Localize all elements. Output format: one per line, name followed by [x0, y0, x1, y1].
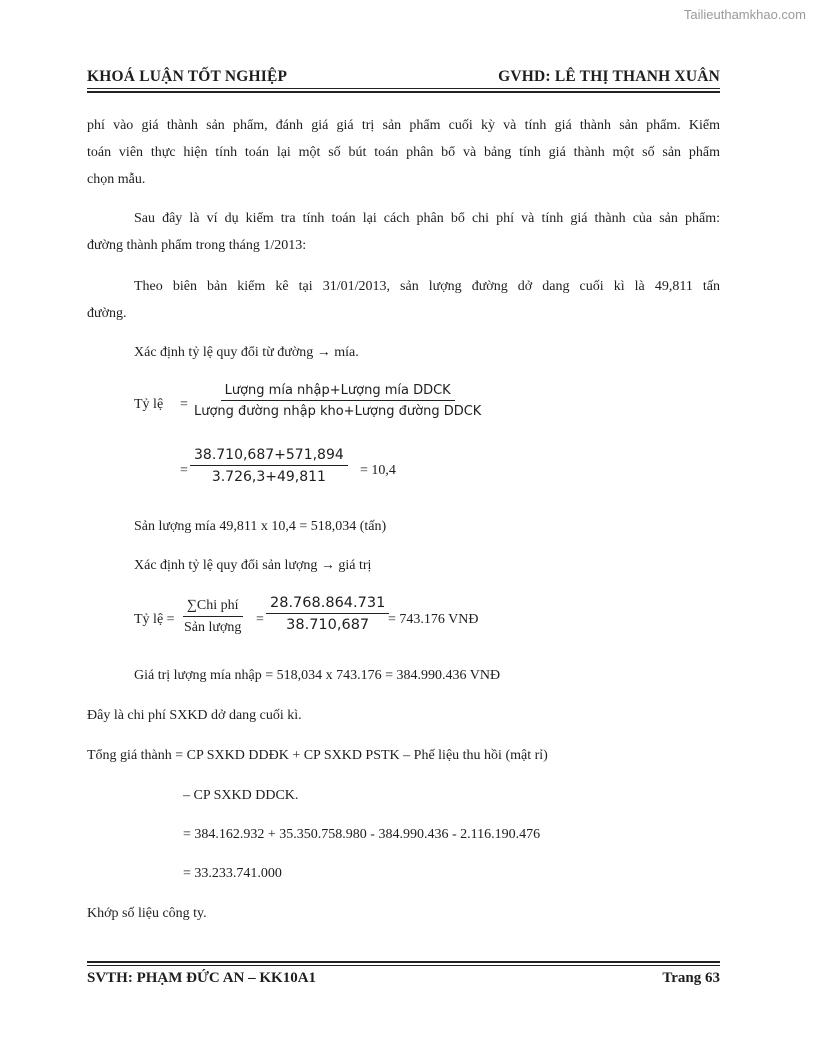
formula3-fraction2 [266, 595, 389, 633]
formula2-fraction [190, 447, 348, 485]
formula1-fraction [190, 383, 485, 419]
page-footer [87, 970, 720, 987]
footer-student: SVTH: PHẠM ĐỨC AN – KK10A1 [87, 970, 317, 986]
formula3-denominator2: 38.710,687 [286, 617, 370, 633]
header-rule-thick [87, 91, 720, 93]
formula3-result: = 743.176 VNĐ [388, 612, 479, 627]
step2-title: Xác định tỷ lệ quy đổi sản lượng → giá trị [134, 558, 372, 573]
wip-line: Đây là chi phí SXKD dở dang cuối kì. [87, 708, 302, 723]
formula2-result: = 10,4 [360, 463, 396, 478]
total-line1: Tổng giá thành = CP SXKD DDĐK + CP SXKD PSTK – Phế liệu thu hồi (mật rỉ) [87, 748, 548, 763]
header-rule [87, 88, 720, 89]
para1-line2: toán viên thực hiện tính toán lại một số bút toán phân bổ và bảng tính giá thành một số sản phẩm [87, 145, 720, 160]
para2-line2: đường thành phẩm trong tháng 1/2013: [87, 238, 307, 253]
formula3-numerator1: ∑Chi phí [183, 598, 243, 617]
formula1-label: Tỷ lệ [134, 397, 164, 412]
para1-line1: phí vào giá thành sản phẩm, đánh giá giá trị sản phẩm cuối kỳ và tính giá thành sản phẩm. Kiểm [87, 118, 720, 133]
formula1-numerator: Lượng mía nhập+Lượng mía DDCK [221, 383, 455, 401]
total-line4: = 33.233.741.000 [183, 866, 282, 881]
footer-rule-thick [87, 961, 720, 963]
formula3-label: Tỷ lệ = [134, 612, 175, 627]
value-line: Giá trị lượng mía nhập = 518,034 x 743.176 = 384.990.436 VNĐ [134, 668, 501, 683]
formula2-denominator: 3.726,3+49,811 [211, 469, 326, 485]
watermark: Tailieuthamkhao.com [683, 7, 806, 22]
formula3-fraction1 [180, 598, 245, 636]
formula1-equals: = [180, 397, 188, 412]
step1-title: Xác định tỷ lệ quy đổi từ đường → mía. [134, 345, 359, 360]
formula1-denominator: Lượng đường nhập kho+Lượng đường DDCK [194, 404, 482, 419]
sugarcane-output: Sản lượng mía 49,811 x 10,4 = 518,034 (tấn) [134, 519, 387, 534]
formula3-equals: = [256, 612, 264, 627]
total-line3: = 384.162.932 + 35.350.758.980 - 384.990.436 - 2.116.190.476 [183, 827, 541, 842]
match-line: Khớp số liệu công ty. [87, 906, 207, 921]
footer-page-number: Trang 63 [662, 970, 720, 986]
total-line2: – CP SXKD DDCK. [183, 788, 299, 803]
formula2-equals: = [180, 463, 188, 478]
header-advisor: GVHD: LÊ THỊ THANH XUÂN [498, 68, 720, 85]
formula3-numerator2: 28.768.864.731 [266, 595, 389, 614]
para3-line1: Theo biên bản kiểm kê tại 31/01/2013, sản lượng đường dở dang cuối kì là 49,811 tấn [134, 279, 720, 294]
formula2-numerator: 38.710,687+571,894 [190, 447, 348, 466]
header-title: KHOÁ LUẬN TỐT NGHIỆP [87, 68, 288, 85]
formula3-denominator1: Sản lượng [184, 620, 242, 635]
para1-line3: chọn mẫu. [87, 172, 146, 187]
page-header [87, 68, 720, 86]
para3-line2: đường. [87, 306, 127, 321]
footer-rule [87, 965, 720, 966]
para2-line1: Sau đây là ví dụ kiểm tra tính toán lại cách phân bổ chi phí và tính giá thành của sản phẩm: [134, 211, 720, 226]
